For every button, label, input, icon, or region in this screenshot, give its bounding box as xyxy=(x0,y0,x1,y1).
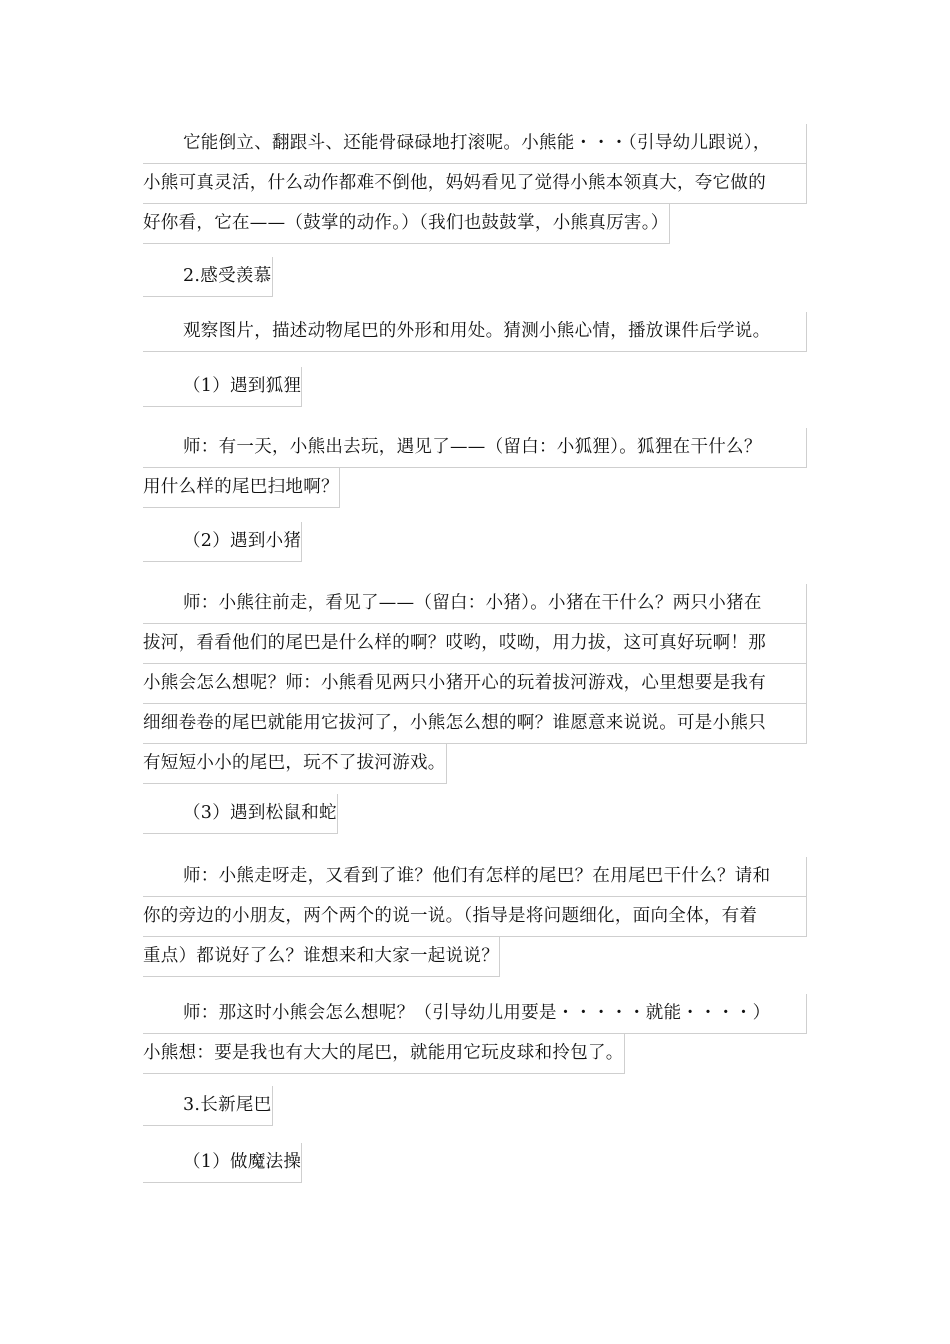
text-line: 2.感受羡慕 xyxy=(143,257,273,297)
text-line: （1）做魔法操 xyxy=(143,1143,302,1183)
text-line: 师：小熊走呀走，又看到了谁？他们有怎样的尾巴？在用尾巴干什么？请和 xyxy=(143,857,807,897)
text-line: 重点）都说好了么？谁想来和大家一起说说？ xyxy=(143,937,500,977)
text-line: 小熊可真灵活，什么动作都难不倒他，妈妈看见了觉得小熊本领真大，夸它做的 xyxy=(143,164,807,204)
text-line: 师：小熊往前走，看见了——（留白：小猪）。小猪在干什么？两只小猪在 xyxy=(143,584,807,624)
subheading-squirrel-snake xyxy=(143,794,338,834)
text-line: 小熊会怎么想呢？师：小熊看见两只小猪开心的玩着拔河游戏，心里想要是我有 xyxy=(143,664,807,704)
text-line: 师：那这时小熊会怎么想呢？（引导幼儿用要是・・・・・就能・・・・） xyxy=(143,994,807,1034)
text-line: 3.长新尾巴 xyxy=(143,1086,273,1126)
paragraph-observe xyxy=(143,312,807,352)
text-line: 你的旁边的小朋友，两个两个的说一说。（指导是将问题细化，面向全体，有着 xyxy=(143,897,807,937)
text-line: （2）遇到小猪 xyxy=(143,522,302,562)
paragraph-fox xyxy=(143,428,807,508)
text-line: 有短短小小的尾巴，玩不了拔河游戏。 xyxy=(143,744,447,784)
section-heading-3 xyxy=(143,1086,273,1126)
text-line: 观察图片，描述动物尾巴的外形和用处。猜测小熊心情，播放课件后学说。 xyxy=(143,312,807,352)
text-line: 好你看，它在——（鼓掌的动作。）（我们也鼓鼓掌，小熊真厉害。） xyxy=(143,204,670,244)
text-line: 拔河，看看他们的尾巴是什么样的啊？哎哟，哎呦，用力拔，这可真好玩啊！那 xyxy=(143,624,807,664)
subheading-fox xyxy=(143,367,302,407)
paragraph-squirrel-snake xyxy=(143,857,807,977)
paragraph-bear-thinks xyxy=(143,994,807,1074)
paragraph-story-intro xyxy=(143,124,807,244)
text-line: 它能倒立、翻跟斗、还能骨碌碌地打滚呢。小熊能・・・（引导幼儿跟说）， xyxy=(143,124,807,164)
paragraph-pig xyxy=(143,584,807,784)
text-line: （1）遇到狐狸 xyxy=(143,367,302,407)
text-line: 细细卷卷的尾巴就能用它拔河了，小熊怎么想的啊？谁愿意来说说。可是小熊只 xyxy=(143,704,807,744)
subheading-magic-exercise xyxy=(143,1143,302,1183)
section-heading-2 xyxy=(143,257,273,297)
text-line: 师：有一天，小熊出去玩，遇见了——（留白：小狐狸）。狐狸在干什么？ xyxy=(143,428,807,468)
text-line: 用什么样的尾巴扫地啊？ xyxy=(143,468,340,508)
text-line: 小熊想：要是我也有大大的尾巴，就能用它玩皮球和拎包了。 xyxy=(143,1034,625,1074)
text-line: （3）遇到松鼠和蛇 xyxy=(143,794,338,834)
subheading-pig xyxy=(143,522,302,562)
